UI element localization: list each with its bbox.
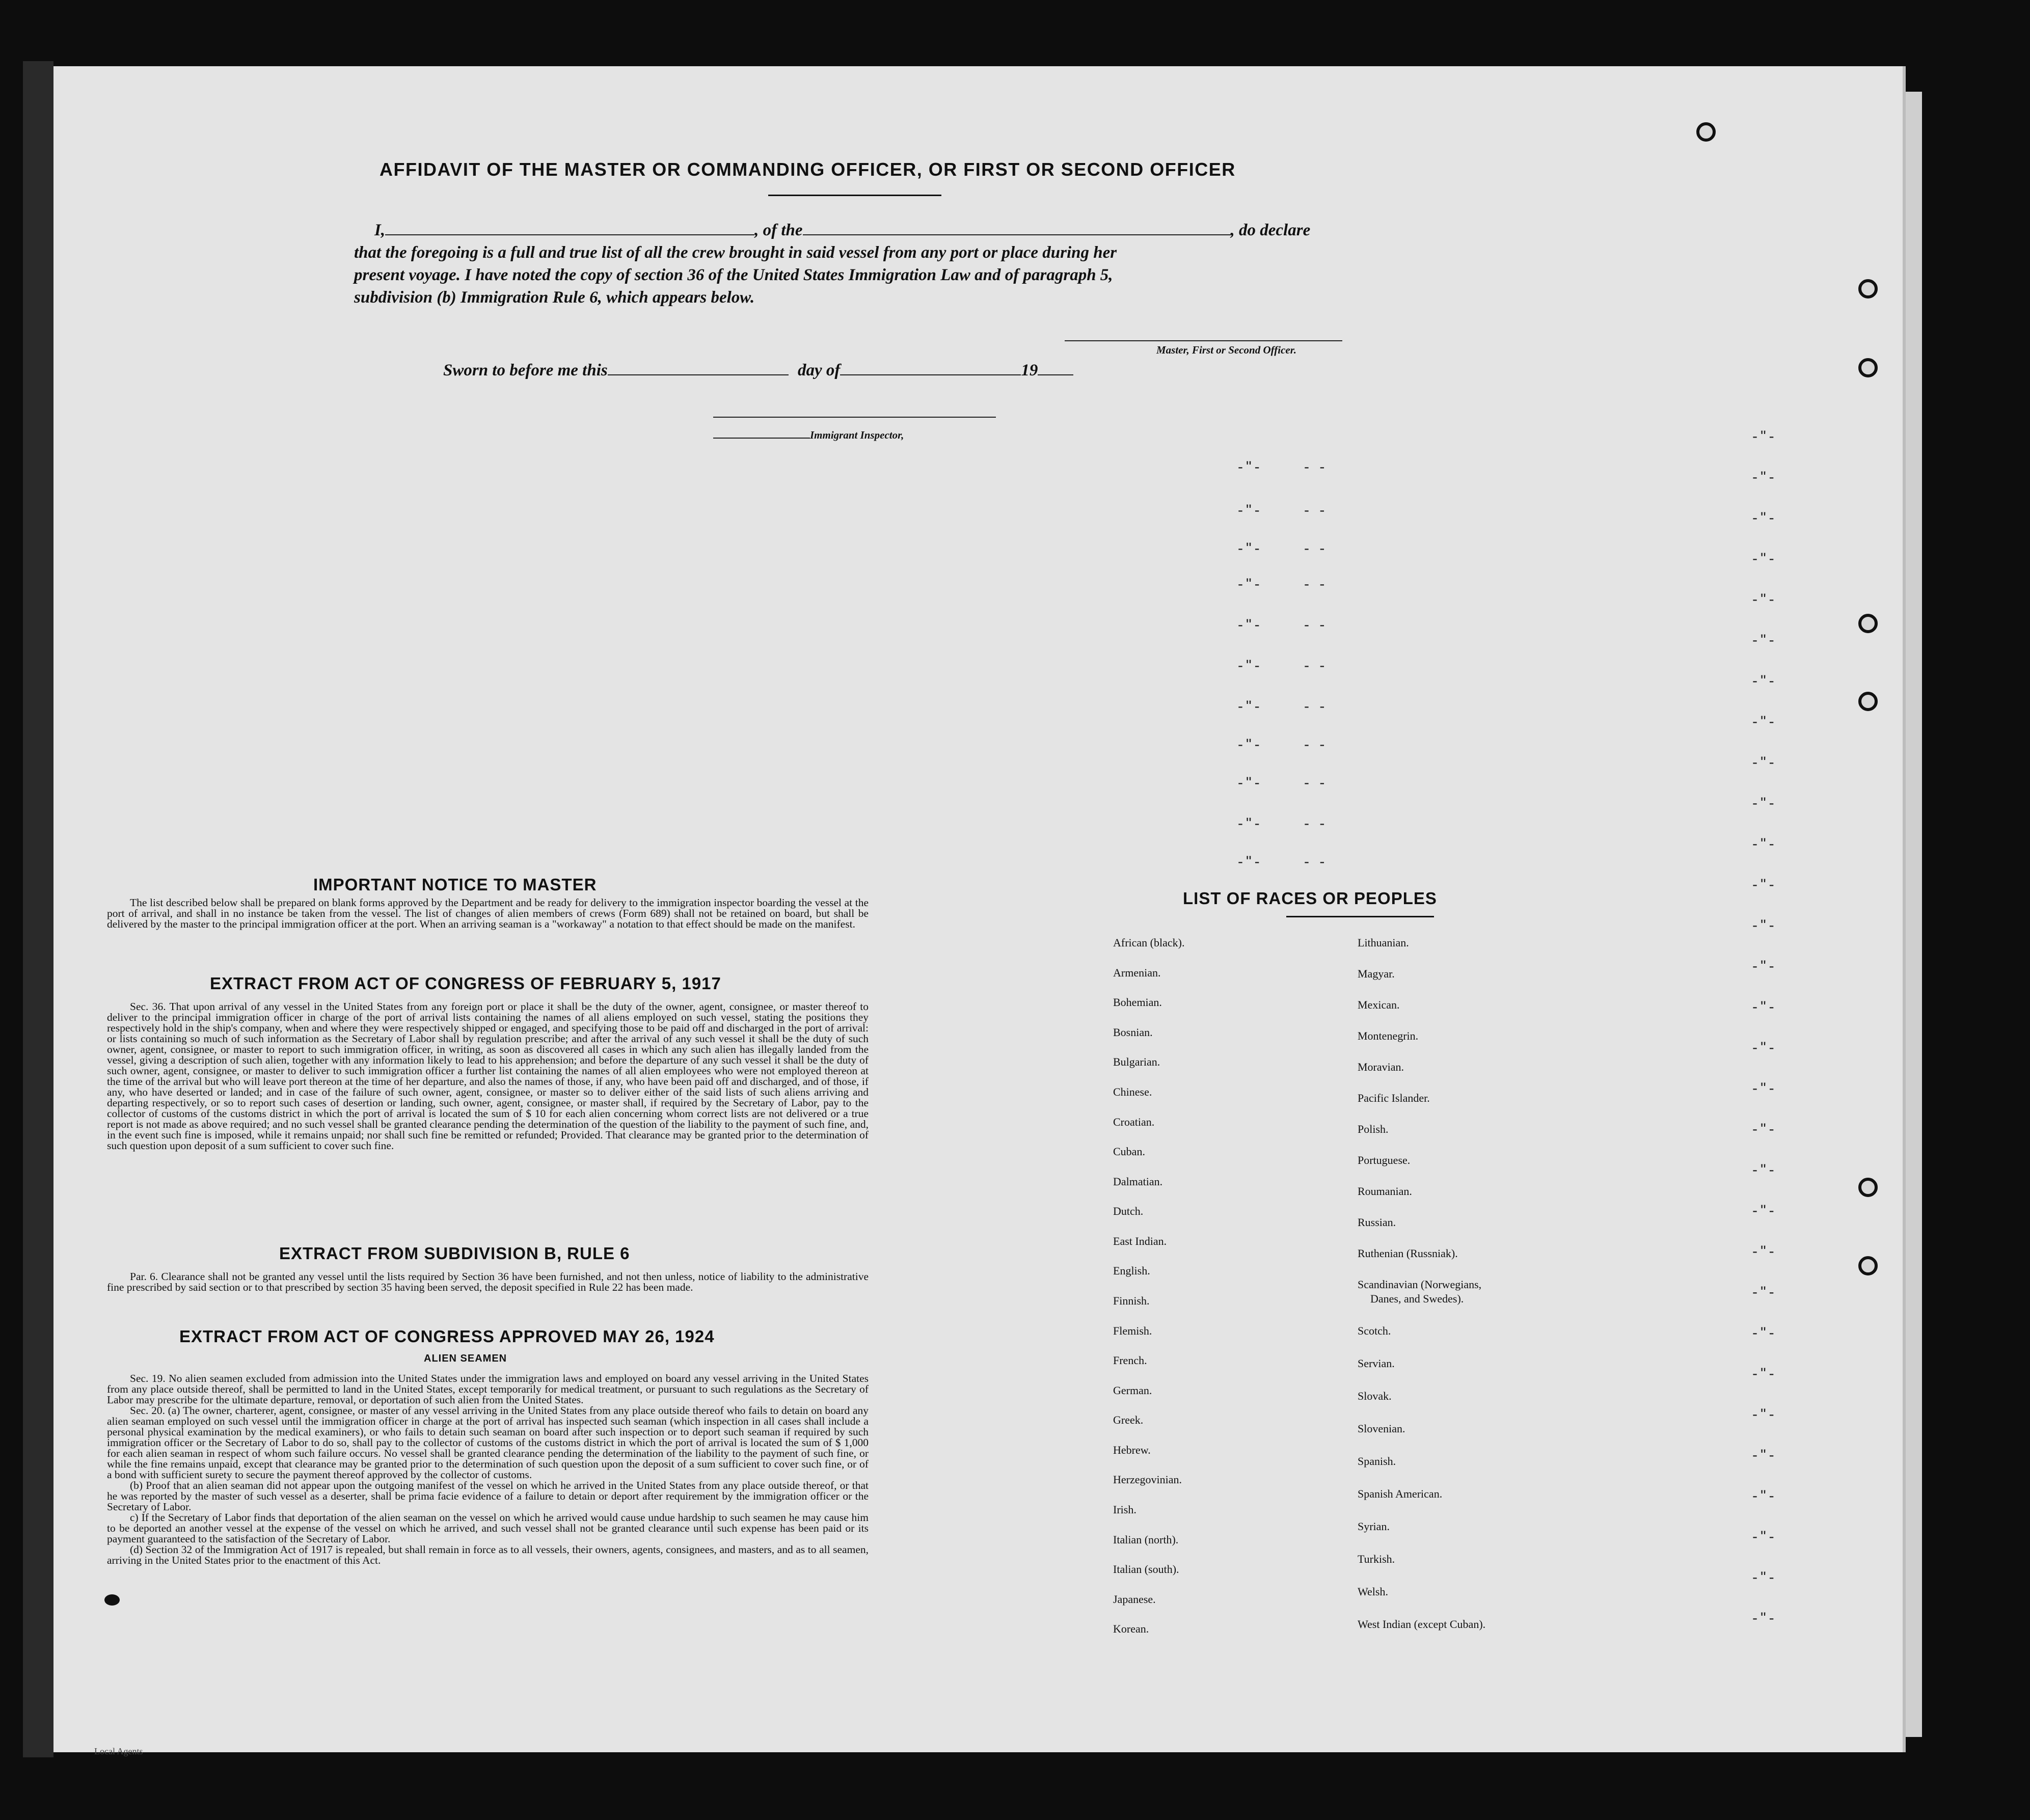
race-item: Syrian. — [1358, 1520, 1390, 1533]
binder-hole — [1858, 1256, 1878, 1275]
sworn-day-blank[interactable] — [608, 359, 789, 375]
race-item: Greek. — [1113, 1414, 1144, 1426]
binder-hole — [1858, 279, 1878, 298]
vessel-blank[interactable] — [803, 219, 1231, 235]
name-blank[interactable] — [385, 219, 754, 235]
race-item: Servian. — [1358, 1357, 1395, 1370]
race-item: Bosnian. — [1113, 1026, 1153, 1039]
race-item: West Indian (except Cuban). — [1358, 1618, 1486, 1631]
binder-hole — [1858, 358, 1878, 377]
race-item: Montenegrin. — [1358, 1029, 1419, 1042]
extract-1924-text — [107, 1373, 869, 1566]
inspector-name-blank[interactable] — [713, 430, 810, 439]
affidavit-declaration — [354, 219, 1345, 309]
extract-1924-paragraph: c) If the Secretary of Labor finds that deportation of the alien seaman on the vessel on which he arrived would cause undue hardship to such seamen he may cause him to be deported an another vessel at the expense of the vessel on which he arrived, and such vessel shall not be granted clearance until such expense has been paid or its payment guaranteed to the satisfaction of the Secretary of Labor. — [107, 1511, 869, 1545]
race-item: Dalmatian. — [1113, 1175, 1163, 1188]
rule6-text — [107, 1271, 869, 1293]
race-item: Hebrew. — [1113, 1444, 1151, 1456]
binder-hole — [1858, 1178, 1878, 1197]
sworn-year-blank[interactable] — [1038, 359, 1073, 375]
race-item: Cuban. — [1113, 1145, 1145, 1158]
race-item: Croatian. — [1113, 1116, 1155, 1128]
race-item: Italian (south). — [1113, 1563, 1179, 1575]
race-item: Roumanian. — [1358, 1185, 1412, 1198]
extract-1924-paragraph: (d) Section 32 of the Immigration Act of 1917 is repealed, but shall remain in force as to all vessels, their owners, agents, consignees, and masters, and as to all seamen, arriving in the United States prior to the enactment of this Act. — [107, 1543, 869, 1566]
extract-1917-paragraph: Sec. 36. That upon arrival of any vessel in the United States from any foreign port or place it shall be the duty of the owner, agent, consignee, or master thereof to deliver to the principal immigration officer in charge of the port of arrival lists containing the names of all aliens employed on such vessel, stating the positions they respectively hold in the ship's company, when and where they were respectively shipped or engaged, and specifying those to be paid off and discharged in the port of arrival: or lists containing so much of such information as the Secretary of Labor shall by regulation prescribe; and after the arrival of any such vessel it shall be the duty of such owner, agent, consignee, or master to report to such immigration officer, in writing, as soon as discovered all cases in which any such alien has illegally landed from the vessel, giving a description of such alien, together with any information likely to lead to his apprehension; and before the departure of any such vessel it shall be the duty of such owner, agent, consignee, or master to deliver to such immigration officer a further list containing the names of all alien employees who were not employed thereon at the time of the arrival but who will leave port thereon at the time of her departure, and also the names of those, if any, who have been paid off and discharged, and of those, if any, who have deserted or landed; and in case of the failure of such owner, agent, consignee, or master so to deliver either of the said lists of such aliens arriving and departing respectively, or so to report such cases of desertion or landing, such owner, agent, consignee, or master shall, if required by the Secretary of Labor, pay to the collector of customs of the customs district in which the port of arrival is located the sum of $ 10 for each alien concerning whom correct lists are not delivered or a true report is not made as above required; and no such vessel shall be granted clearance pending the determination of the question of the liability to the payment of such fine, and, in the event such fine is imposed, while it remains unpaid; nor shall such fine be remitted or refunded; Provided. That clearance may be granted prior to the determination of such question upon deposit of a sum sufficient to cover such fine. — [107, 1000, 869, 1152]
race-item: Italian (north). — [1113, 1533, 1179, 1546]
race-item: Danes, and Swedes). — [1370, 1292, 1464, 1305]
race-item: Polish. — [1358, 1123, 1389, 1135]
race-item: Turkish. — [1358, 1553, 1395, 1565]
race-item: French. — [1113, 1354, 1147, 1367]
race-item: Lithuanian. — [1358, 936, 1409, 949]
decl-line2: that the foregoing is a full and true list of all the crew brought in said vessel from any port or place during her — [354, 243, 1117, 262]
inspector-caption-text: Immigrant Inspector, — [810, 429, 904, 441]
race-item: Flemish. — [1113, 1324, 1152, 1337]
binder-hole — [1858, 692, 1878, 711]
race-item: Pacific Islander. — [1358, 1092, 1430, 1104]
sworn-month-blank[interactable] — [840, 359, 1021, 375]
extract-1917-heading: EXTRACT FROM ACT OF CONGRESS OF FEBRUARY 5, 1917 — [210, 974, 721, 993]
local-agents-label: Local Agents — [94, 1746, 143, 1756]
master-signature-line[interactable] — [1065, 340, 1342, 341]
decl-do-declare: , do declare — [1230, 221, 1311, 239]
race-item: Magyar. — [1358, 967, 1395, 980]
sworn-day-of: day of — [797, 361, 841, 379]
race-item: Scandinavian (Norwegians, — [1358, 1278, 1482, 1291]
race-item: Scotch. — [1358, 1324, 1391, 1337]
races-heading-rule — [1286, 916, 1434, 917]
notice-paragraph: The list described below shall be prepared on blank forms approved by the Department and be ready for delivery to the immigration inspector boarding the vessel at the port of arrival, and shall in no instance be taken from the vessel. The list of changes of alien members of crews (Form 689) shall not be retained on board, but shall be delivered by the master to the principal immigration officer at the port. When an arriving seaman is a "workaway" a notation to that effect should be made on the manifest. — [107, 897, 869, 930]
race-item: African (black). — [1113, 936, 1185, 949]
alien-seamen-subheading: ALIEN SEAMEN — [424, 1353, 507, 1364]
race-item: Armenian. — [1113, 966, 1161, 979]
binder-hole — [1696, 122, 1716, 142]
race-item: Ruthenian (Russniak). — [1358, 1247, 1458, 1260]
race-item: Slovak. — [1358, 1390, 1392, 1402]
affidavit-title: AFFIDAVIT OF THE MASTER OR COMMANDING OFFICER, OR FIRST OR SECOND OFFICER — [380, 159, 1236, 180]
extract-1924-paragraph: Sec. 19. No alien seamen excluded from admission into the United States under the immigration laws and employed on board any vessel arriving in the United States from any place outside thereof, shall be permitted to land in the United States, except temporarily for medical treatment, or pursuant to such regulations as the Secretary of Labor may prescribe for the ultimate departure, removal, or deportation of such alien from the United States. — [107, 1372, 869, 1406]
rule6-paragraph: Par. 6. Clearance shall not be granted any vessel until the lists required by Section 36 have been furnished, and not then unless, notice of liability to the administrative fine prescribed by said section or to that prescribed by section 35 having been served, the deposit specified in Rule 22 has been made. — [107, 1270, 869, 1293]
binding-spine — [23, 61, 53, 1757]
race-item: Moravian. — [1358, 1061, 1404, 1073]
race-item: Welsh. — [1358, 1585, 1388, 1598]
decl-line3: present voyage. I have noted the copy of section 36 of the United States Immigration Law and of paragraph 5, — [354, 266, 1113, 284]
race-item: Chinese. — [1113, 1085, 1152, 1098]
race-item: German. — [1113, 1384, 1152, 1397]
race-item: Korean. — [1113, 1622, 1149, 1635]
title-underline — [768, 195, 941, 196]
notice-text — [107, 898, 869, 930]
race-item: Dutch. — [1113, 1205, 1144, 1217]
decl-line4: subdivision (b) Immigration Rule 6, which appears below. — [354, 288, 755, 307]
races-heading: LIST OF RACES OR PEOPLES — [1183, 889, 1437, 908]
race-item: Mexican. — [1358, 998, 1400, 1011]
master-signature-caption: Master, First or Second Officer. — [1156, 344, 1296, 356]
binder-hole — [1858, 614, 1878, 633]
race-item: Slovenian. — [1358, 1422, 1405, 1435]
race-item: Russian. — [1358, 1216, 1396, 1229]
sworn-line — [443, 359, 1073, 382]
race-item: East Indian. — [1113, 1235, 1167, 1247]
race-item: Herzegovinian. — [1113, 1473, 1182, 1486]
race-item: Finnish. — [1113, 1294, 1150, 1307]
race-item: Japanese. — [1113, 1593, 1156, 1606]
extract-1924-paragraph: Sec. 20. (a) The owner, charterer, agent, consignee, or master of any vessel arriving in the United States from any place outside thereof who fails to detain on board any alien seaman employed on such vessel until the immigration officer in charge at the port of arrival has inspected such seaman (which inspection in all cases shall include a personal physical examination by the medical examiners), or who fails to detain such seaman on board after such inspection or to deport such seaman if required by such immigration officer or the Secretary of Labor to do so, shall pay to the collector of customs of the customs district in which the port of arrival is located the sum of $ 1,000 for each alien seaman in respect of whom such failure occurs. No vessel shall be granted clearance pending the determination of the liability to the payment of such fine, or while the fine remains unpaid, except that clearance may be granted prior to the determination of such question upon the deposit of a sum sufficient to cover such fine, or of a bond with sufficient surety to secure the payment thereof approved by the collector of customs. — [107, 1404, 869, 1481]
sworn-year: 19 — [1021, 361, 1038, 379]
extract-1924-paragraph: (b) Proof that an alien seaman did not appear upon the outgoing manifest of the vessel on which he arrived in the United States from any place outside thereof, or that he was reported by the master of such vessel as a deserter, shall be prima facie evidence of a failure to detain or deport after requirement by the immigration officer or the Secretary of Labor. — [107, 1479, 869, 1513]
ink-blot — [104, 1594, 120, 1606]
race-item: Spanish American. — [1358, 1487, 1443, 1500]
race-item: Spanish. — [1358, 1455, 1396, 1468]
race-item: Bulgarian. — [1113, 1055, 1160, 1068]
race-item: Bohemian. — [1113, 996, 1162, 1009]
sworn-prefix: Sworn to before me this — [443, 361, 608, 379]
race-item: Portuguese. — [1358, 1154, 1411, 1166]
extract-1924-heading: EXTRACT FROM ACT OF CONGRESS APPROVED MAY 26, 1924 — [179, 1327, 715, 1346]
inspector-caption — [713, 429, 904, 442]
inspector-signature-line[interactable] — [713, 417, 996, 418]
race-item: English. — [1113, 1264, 1150, 1277]
rule6-heading: EXTRACT FROM SUBDIVISION B, RULE 6 — [279, 1244, 630, 1263]
decl-of-the: , of the — [754, 221, 803, 239]
notice-heading: IMPORTANT NOTICE TO MASTER — [313, 875, 597, 894]
extract-1917-text — [107, 1001, 869, 1151]
decl-i: I, — [374, 221, 386, 239]
race-item: Irish. — [1113, 1503, 1136, 1516]
